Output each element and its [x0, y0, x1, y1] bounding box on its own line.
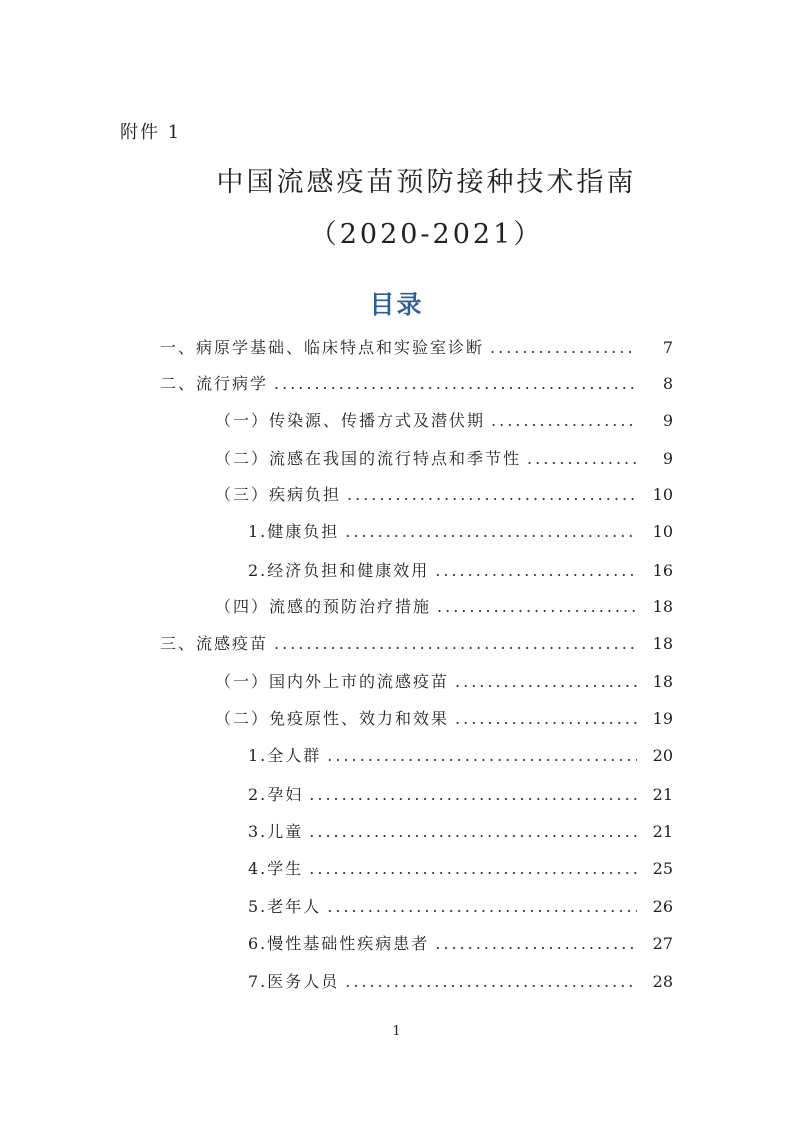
toc-leader-dots	[435, 934, 637, 953]
toc-leader-dots	[490, 338, 637, 357]
toc-entry-page: 28	[652, 972, 673, 991]
toc-entry[interactable]	[215, 594, 673, 618]
toc-entry-label: 6.慢性基础性疾病患者	[248, 934, 430, 953]
toc-entry-label: 二、流行病学	[160, 374, 269, 393]
toc-entry-page: 26	[652, 897, 673, 916]
toc-entry[interactable]	[160, 335, 673, 359]
toc-entry[interactable]	[248, 856, 673, 880]
toc-entry-label: （一）传染源、传播方式及潜伏期	[215, 411, 486, 430]
toc-entry-label: 1.健康负担	[248, 522, 340, 541]
toc-entry-page: 25	[652, 859, 673, 878]
toc-entry-label: 1.全人群	[248, 746, 322, 765]
toc-entry-page: 18	[652, 634, 673, 653]
toc-leader-dots	[309, 822, 637, 841]
toc-entry-page: 18	[652, 597, 673, 616]
toc-entry-label: 3.儿童	[248, 822, 304, 841]
toc-leader-dots	[455, 672, 637, 691]
toc-entry[interactable]	[248, 931, 673, 955]
toc-entry-page: 21	[652, 785, 673, 804]
toc-entry[interactable]	[160, 371, 673, 395]
toc-entry[interactable]	[160, 631, 673, 655]
toc-entry-page: 21	[652, 822, 673, 841]
toc-entry-label: 4.学生	[248, 859, 304, 878]
toc-entry-label: （三）疾病负担	[215, 485, 342, 504]
page-number: 1	[392, 1024, 401, 1039]
toc-heading: 目录	[369, 290, 424, 319]
toc-entry[interactable]	[248, 894, 673, 918]
toc-entry[interactable]	[248, 819, 673, 843]
toc-entry-label: 7.医务人员	[248, 972, 340, 991]
toc-leader-dots	[345, 972, 637, 991]
toc-entry-label: 三、流感疫苗	[160, 634, 269, 653]
attachment-label: 附件 1	[120, 122, 182, 143]
toc-leader-dots	[455, 709, 637, 728]
toc-entry-label: 5.老年人	[248, 897, 322, 916]
toc-entry[interactable]	[215, 669, 673, 693]
toc-leader-dots	[491, 411, 637, 430]
toc-entry-page: 27	[652, 934, 673, 953]
toc-leader-dots	[437, 597, 637, 616]
toc-entry-label: （二）免疫原性、效力和效果	[215, 709, 450, 728]
toc-entry-page: 18	[652, 672, 673, 691]
toc-leader-dots	[274, 634, 637, 653]
toc-leader-dots	[327, 746, 637, 765]
toc-entry-page: 8	[662, 374, 673, 393]
document-subtitle: （2020-2021）	[309, 219, 544, 250]
toc-leader-dots	[435, 561, 637, 580]
toc-entry-page: 20	[652, 746, 673, 765]
toc-leader-dots	[309, 785, 637, 804]
toc-entry-label: （一）国内外上市的流感疫苗	[215, 672, 450, 691]
toc-entry[interactable]	[215, 446, 673, 470]
toc-entry-page: 16	[652, 561, 673, 580]
toc-entry-page: 10	[652, 485, 673, 504]
toc-leader-dots	[347, 485, 637, 504]
toc-entry-page: 19	[652, 709, 673, 728]
toc-leader-dots	[274, 374, 637, 393]
toc-entry-label: （四）流感的预防治疗措施	[215, 597, 432, 616]
toc-entry[interactable]	[248, 743, 673, 767]
toc-leader-dots	[345, 522, 637, 541]
toc-leader-dots	[327, 897, 637, 916]
toc-leader-dots	[309, 859, 637, 878]
toc-entry[interactable]	[248, 969, 673, 993]
toc-entry[interactable]	[248, 558, 673, 582]
toc-leader-dots	[527, 449, 637, 468]
toc-entry-label: 2.孕妇	[248, 785, 304, 804]
toc-entry[interactable]	[248, 782, 673, 806]
document-title: 中国流感疫苗预防接种技术指南	[216, 167, 637, 198]
toc-entry-page: 9	[662, 449, 673, 468]
toc-entry[interactable]	[215, 408, 673, 432]
toc-entry-label: 2.经济负担和健康效用	[248, 561, 430, 580]
toc-entry-page: 7	[662, 338, 673, 357]
toc-entry[interactable]	[248, 519, 673, 543]
toc-entry-label: 一、病原学基础、临床特点和实验室诊断	[160, 338, 485, 357]
toc-entry[interactable]	[215, 482, 673, 506]
toc-entry-page: 9	[662, 411, 673, 430]
toc-entry-label: （二）流感在我国的流行特点和季节性	[215, 449, 522, 468]
toc-entry-page: 10	[652, 522, 673, 541]
toc-entry[interactable]	[215, 706, 673, 730]
